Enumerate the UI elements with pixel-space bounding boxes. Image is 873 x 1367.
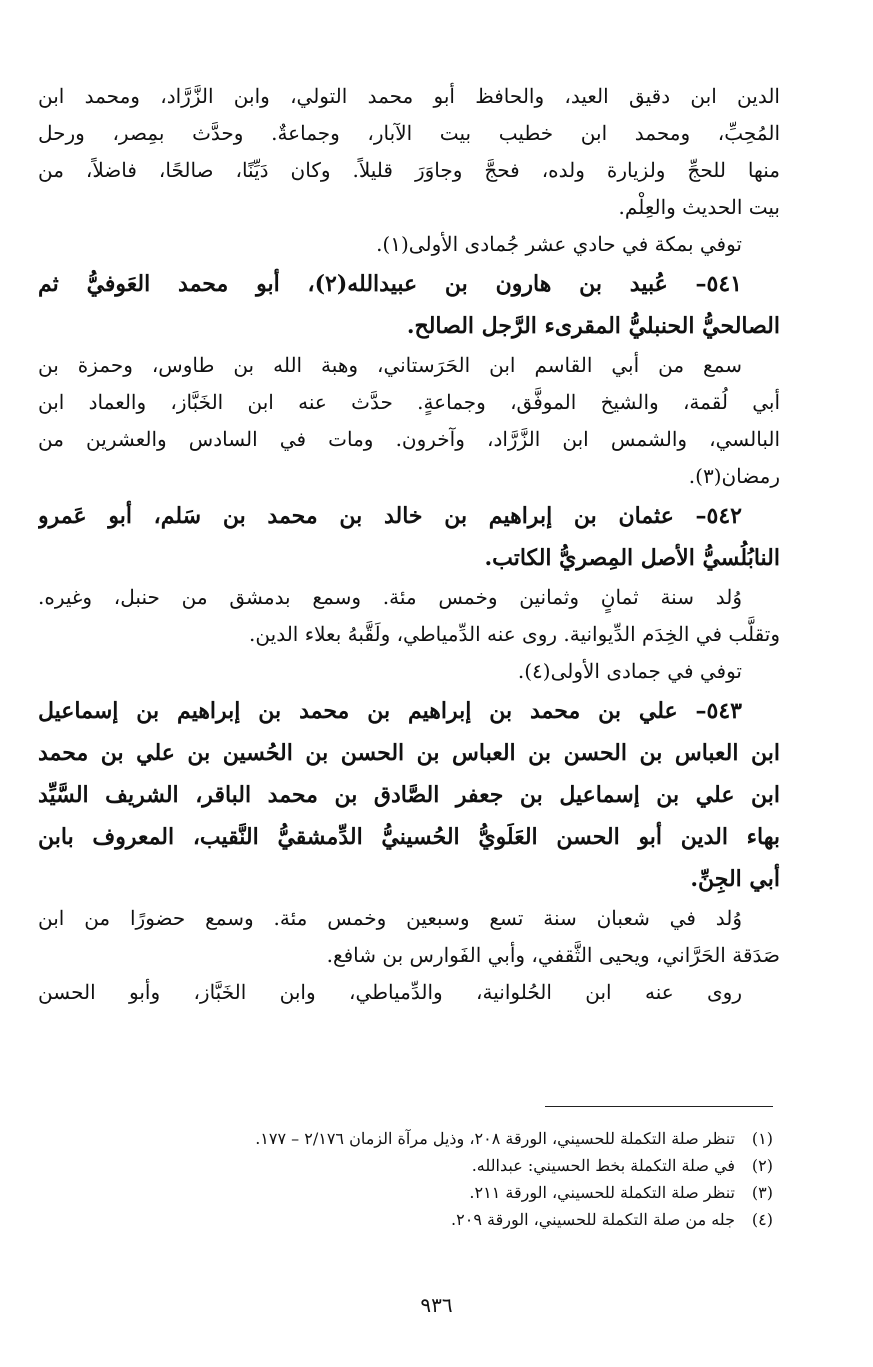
main-text [38, 78, 780, 1011]
footnote-text: جله من صلة التكملة للحسيني، الورقة ٢٠٩. [451, 1210, 735, 1229]
text-line: الصالحيُّ الحنبليُّ المقرىء الرَّجل الصالح. [406, 313, 780, 339]
text-line: الدين ابن دقيق العيد، والحافظ أبو محمد التولي، وابن الزَّرَّاد، ومحمد ابن [38, 84, 780, 108]
text-line: أبي الجِنِّ. [690, 866, 780, 892]
footnote [73, 1125, 773, 1152]
text-line: توفي بمكة في حادي عشر جُمادى الأولى(١). [376, 232, 742, 256]
text-line: وتقلَّب في الخِدَم الدِّيوانية. روى عنه الدِّمياطي، ولَقَّبهُ بعلاء الدين. [249, 622, 780, 646]
footnote [73, 1152, 773, 1179]
text-line: ٥٤١– عُبيد بن هارون بن عبيدالله(٢)، أبو محمد العَوفيُّ ثم [38, 271, 742, 297]
text-line: المُحِبِّ، ومحمد ابن خطيب بيت الآبار، وجماعةٌ. وحدَّث بمِصر، ورحل [38, 121, 780, 145]
text-line: أبي لُقمة، والشيخ الموفَّق، وجماعةٍ. حدَّث عنه ابن الخَبَّاز، والعماد ابن [38, 390, 780, 414]
text-line: منها للحجِّ ولزيارة ولده، فحجَّ وجاوَرَ قليلاً. وكان دَيِّنًا، صالحًا، فاضلاً، من [38, 158, 780, 182]
footnote-number: (٤) [751, 1210, 773, 1229]
text-line: روى عنه ابن الحُلوانية، والدِّمياطي، وابن الخَبَّاز، وأبو الحسن [38, 980, 742, 1004]
page-number: ٩٣٦ [420, 1293, 453, 1317]
text-line: توفي في جمادى الأولى(٤). [517, 659, 742, 683]
footnote [73, 1179, 773, 1206]
footnote-number: (١) [751, 1129, 773, 1148]
text-line: رمضان(٣). [688, 464, 780, 488]
text-line: وُلد في شعبان سنة تسع وسبعين وخمس مئة. وسمع حضورًا من ابن [38, 906, 742, 930]
text-line: النابُلُسيُّ الأصل المِصريُّ الكاتب. [484, 545, 780, 571]
footnote [73, 1206, 773, 1233]
text-line: صَدَقة الحَرَّاني، ويحيى الثَّقفي، وأبي الفَوارس بن شافع. [326, 943, 780, 967]
footnote-number: (٢) [751, 1156, 773, 1175]
text-line: بيت الحديث والعِلْم. [618, 195, 780, 219]
footnote-divider [545, 1106, 773, 1107]
text-line: وُلد سنة ثمانٍ وثمانين وخمس مئة. وسمع بدمشق من حنبل، وغيره. [38, 585, 742, 609]
footnote-text: تنظر صلة التكملة للحسيني، الورقة ٢٠٨، وذيل مرآة الزمان ٢/١٧٦ – ١٧٧. [255, 1129, 735, 1148]
text-line: بهاء الدين أبو الحسن العَلَويُّ الحُسينيُّ الدِّمشقيُّ النَّقيب، المعروف بابن [38, 824, 780, 850]
footnote-text: في صلة التكملة بخط الحسيني: عبدالله. [471, 1156, 735, 1175]
footnote-text: تنظر صلة التكملة للحسيني، الورقة ٢١١. [469, 1183, 735, 1202]
text-line: ٥٤٣– علي بن محمد بن إبراهيم بن محمد بن إبراهيم بن إسماعيل [38, 698, 742, 724]
text-line: البالسي، والشمس ابن الزَّرَّاد، وآخرون. ومات في السادس والعشرين من [38, 427, 780, 451]
text-line: ابن العباس بن الحسن بن العباس بن الحسن بن الحُسين بن علي بن محمد [38, 740, 780, 766]
text-line: سمع من أبي القاسم ابن الحَرَستاني، وهبة الله بن طاوس، وحمزة بن [38, 353, 742, 377]
footnotes [73, 1125, 773, 1233]
footnote-number: (٣) [751, 1183, 773, 1202]
text-line: ٥٤٢– عثمان بن إبراهيم بن خالد بن محمد بن سَلم، أبو عَمرو [38, 503, 742, 529]
text-line: ابن علي بن إسماعيل بن جعفر الصَّادق بن محمد الباقر، الشريف السَّيِّد [38, 782, 780, 808]
